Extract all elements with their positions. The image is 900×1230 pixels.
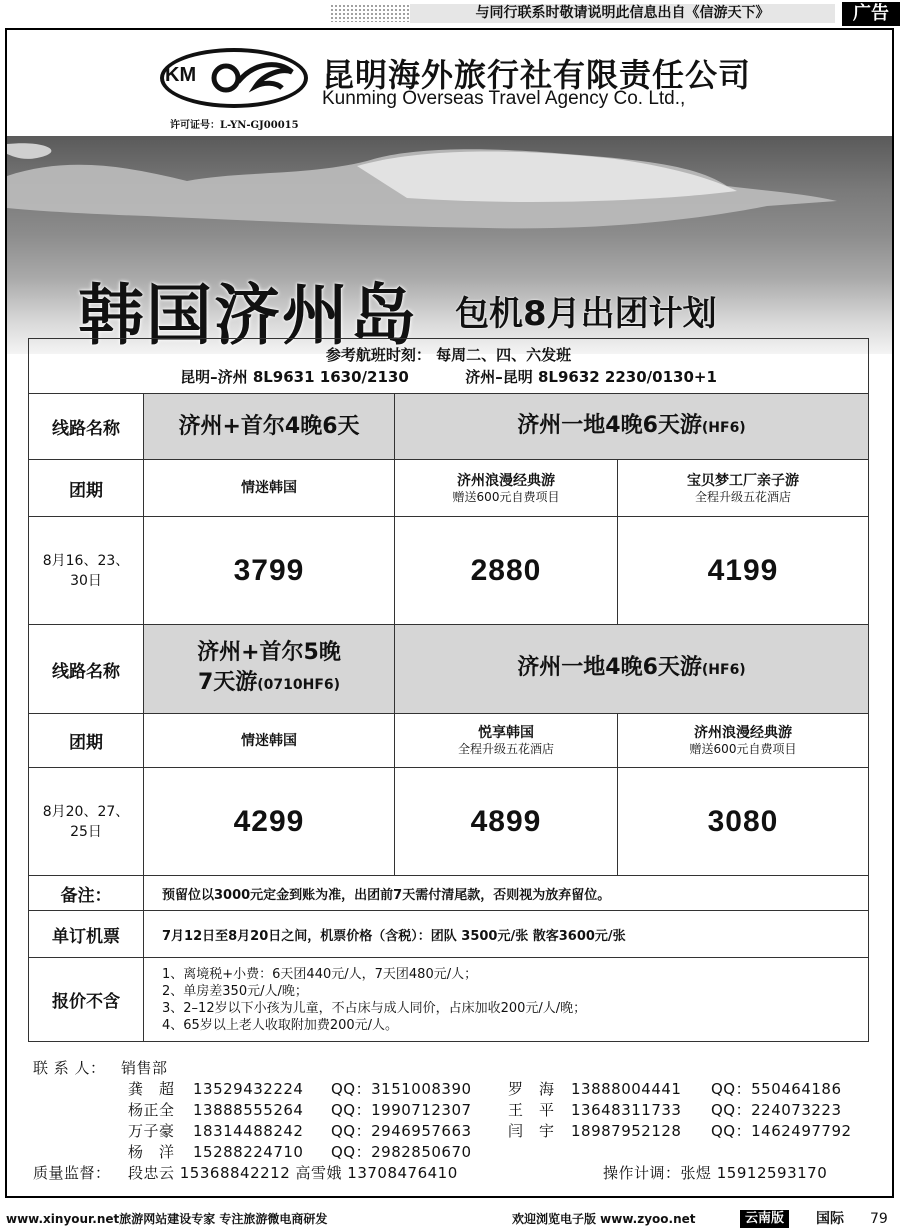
license-number: 许可证号：L-YN-GJ00015	[170, 120, 299, 131]
contact-qq: QQ：2946957663	[331, 1122, 472, 1140]
contact-qq: QQ：3151008390	[331, 1080, 472, 1098]
excluded-item: 3、2–12岁以下小孩为儿童，不占床与成人同价，占床加收200元/人/晚；	[162, 1000, 587, 1016]
dates-line: 30日	[70, 572, 102, 589]
logo-text: KM	[165, 64, 197, 86]
package-note: 赠送600元自费项目	[689, 742, 797, 756]
price: 4899	[395, 768, 618, 876]
dates-line: 25日	[70, 823, 102, 840]
route-code: (HF6)	[701, 419, 746, 436]
contact-qq: QQ：550464186	[711, 1080, 842, 1098]
contact-phone: 18987952128	[571, 1122, 682, 1140]
route-seoul-jeju-7d	[144, 625, 395, 714]
package-name: 悦享韩国	[478, 725, 534, 741]
quality-row	[33, 1163, 883, 1184]
outbound-flight: 昆明–济州 8L9631 1630/2130	[180, 368, 409, 386]
package-name: 济州浪漫经典游	[457, 472, 555, 489]
departure-dates	[29, 517, 144, 625]
tour-schedule-table	[28, 338, 869, 1042]
excluded-item: 4、65岁以上老人收取附加费200元/人。	[162, 1017, 399, 1033]
route-seoul-jeju-6d: 济州+首尔4晚6天	[144, 394, 395, 460]
route-code: (HF6)	[701, 662, 746, 678]
excluded-list	[144, 958, 869, 1042]
remarks-label: 备注：	[29, 876, 144, 911]
package-cell	[395, 460, 618, 517]
excluded-row	[29, 958, 869, 1042]
contact-name: 王 平	[508, 1101, 555, 1119]
contact-row	[33, 1100, 883, 1121]
route-row-2	[29, 625, 869, 714]
contact-name: 杨 洋	[128, 1143, 175, 1161]
package-name: 情迷韩国	[144, 460, 395, 517]
ad-tag: 广告	[842, 2, 900, 26]
contact-qq: QQ：2982850670	[331, 1143, 472, 1161]
route-code: (0710HF6)	[257, 677, 341, 693]
contact-name: 罗 海	[508, 1080, 555, 1098]
quality-label: 质量监督：	[33, 1164, 111, 1182]
price: 3799	[144, 517, 395, 625]
contact-name: 龚 超	[128, 1080, 175, 1098]
package-note: 全程升级五花酒店	[694, 489, 791, 504]
contact-qq: QQ：224073223	[711, 1101, 842, 1119]
route-name: 济州+首尔5晚	[197, 640, 341, 665]
contact-row	[33, 1142, 883, 1163]
flight-numbers-line	[29, 366, 868, 388]
price: 4299	[144, 768, 395, 876]
flight-info	[29, 339, 869, 394]
package-row-2	[29, 714, 869, 768]
flight-schedule-line: 参考航班时刻： 每周二、四、六发班	[325, 346, 572, 364]
company-name-en: Kunming Overseas Travel Agency Co. Ltd.,	[322, 88, 686, 109]
excluded-item: 1、离境税+小费：6天团440元/人，7天团480元/人；	[162, 966, 478, 982]
contact-qq: QQ：1990712307	[331, 1101, 472, 1119]
route-jeju-only-6d	[395, 394, 869, 460]
excluded-label: 报价不含	[29, 958, 144, 1042]
dates-line: 8月16、23、	[42, 552, 130, 569]
contact-phone: 13529432224	[193, 1080, 304, 1098]
contact-phone: 13888004441	[571, 1080, 682, 1098]
source-notice: 与同行联系时敬请说明此信息出自《信游天下》	[410, 4, 835, 23]
contact-row	[33, 1079, 883, 1100]
group-label: 团期	[29, 460, 144, 517]
package-note: 全程升级五花酒店	[457, 742, 554, 756]
decorative-dot-pattern	[330, 4, 410, 22]
route-label: 线路名称	[29, 625, 144, 714]
contact-phone: 13888555264	[193, 1101, 304, 1119]
headline-subtitle: 包机8月出团计划	[455, 294, 717, 334]
company-name-cn: 昆明海外旅行社有限责任公司	[322, 56, 752, 94]
route-name: 7天游	[197, 670, 258, 695]
package-name: 宝贝梦工厂亲子游	[687, 472, 799, 489]
edition-tag: 云南版	[740, 1210, 789, 1228]
section-name: 国际	[816, 1211, 844, 1227]
footer-website-mid: 欢迎浏览电子版 www.zyoo.net	[512, 1212, 696, 1226]
ticket-row	[29, 911, 869, 958]
price: 2880	[395, 517, 618, 625]
quality-contacts: 段忠云 15368842212 高雪娥 13708476410	[128, 1164, 458, 1182]
headline-title: 韩国济州岛	[78, 277, 418, 354]
contact-name: 万子豪	[128, 1122, 175, 1140]
contact-row	[33, 1121, 883, 1142]
route-row-1	[29, 394, 869, 460]
return-flight: 济州–昆明 8L9632 2230/0130+1	[465, 368, 717, 386]
contacts-section	[33, 1058, 883, 1184]
contact-qq: QQ：1462497792	[711, 1122, 852, 1140]
excluded-item: 2、单房差350元/人/晚；	[162, 983, 308, 999]
remarks-text: 预留位以3000元定金到账为准，出团前7天需付清尾款，否则视为放弃留位。	[144, 876, 869, 911]
contact-phone: 15288224710	[193, 1143, 304, 1161]
price-row-1	[29, 517, 869, 625]
price: 4199	[618, 517, 869, 625]
package-cell	[395, 714, 618, 768]
contacts-label: 联 系 人：	[33, 1059, 106, 1077]
ticket-text: 7月12日至8月20日之间，机票价格（含税）：团队 3500元/张 散客3600元/张	[144, 911, 869, 958]
contact-phone: 13648311733	[571, 1101, 682, 1119]
contacts-header	[33, 1058, 883, 1079]
page-number: 79	[870, 1211, 888, 1227]
departure-dates	[29, 768, 144, 876]
footer-website-left: www.xinyour.net旅游网站建设专家 专注旅游微电商研发	[6, 1212, 328, 1226]
package-cell	[618, 714, 869, 768]
flight-info-row	[29, 339, 869, 394]
dates-line: 8月20、27、	[42, 803, 130, 820]
route-name: 济州一地4晚6天游	[517, 655, 702, 680]
package-note: 赠送600元自费项目	[452, 489, 560, 504]
contact-phone: 18314488242	[193, 1122, 304, 1140]
contacts-dept: 销售部	[121, 1059, 168, 1077]
group-label: 团期	[29, 714, 144, 768]
operations-contact: 操作计调：张煜 15912593170	[603, 1164, 828, 1182]
remarks-row	[29, 876, 869, 911]
package-cell	[618, 460, 869, 517]
route-label: 线路名称	[29, 394, 144, 460]
package-name: 济州浪漫经典游	[694, 725, 792, 741]
contact-name: 闫 宇	[508, 1122, 555, 1140]
route-jeju-only-6d	[395, 625, 869, 714]
package-name: 情迷韩国	[144, 714, 395, 768]
package-row-1	[29, 460, 869, 517]
price-row-2	[29, 768, 869, 876]
page-footer	[0, 1208, 900, 1230]
price: 3080	[618, 768, 869, 876]
contact-name: 杨正全	[128, 1101, 175, 1119]
ticket-label: 单订机票	[29, 911, 144, 958]
route-name: 济州一地4晚6天游	[517, 412, 702, 438]
